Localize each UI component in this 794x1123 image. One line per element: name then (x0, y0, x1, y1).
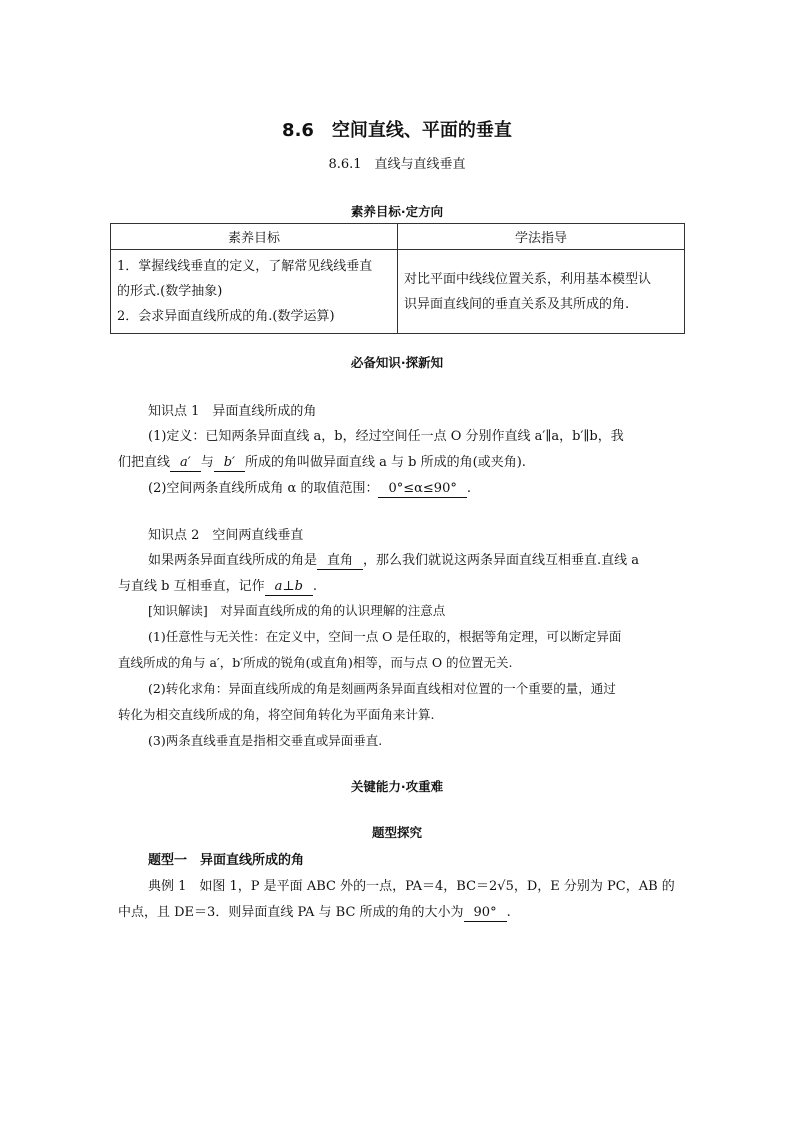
section-subheading-types: 题型探究 (371, 825, 422, 840)
guidance-line: 对比平面中线线位置关系，利用基本模型认 (404, 271, 652, 287)
goal-line: 2．会求异面直线所成的角.(数学运算) (117, 309, 335, 324)
answer-blank: 90° (464, 905, 507, 922)
answer-blank: 直角 (317, 553, 363, 570)
section-heading-abilities: 关键能力·攻重难 (350, 779, 444, 794)
goals-table (110, 223, 685, 334)
table-header-row (111, 224, 685, 250)
table-row (111, 250, 685, 334)
section-heading-knowledge: 必备知识·探新知 (350, 355, 444, 370)
table-header-guidance: 学法指导 (398, 224, 685, 250)
kp2-line-1: 如果两条异面直线所成的角是 直角 ，那么我们就说这两条异面直线互相垂直.直线 a (148, 553, 640, 568)
guidance-line: 识异面直线间的垂直关系及其所成的角. (404, 296, 630, 312)
kp1-definition-line-2: 们把直线 a′ 与 b′ 所成的角叫做异面直线 a 与 b 所成的角(或夹角). (118, 455, 526, 470)
knowledge-point-1-title: 知识点 1 异面直线所成的角 (148, 404, 317, 419)
table-cell-goals (111, 250, 398, 334)
interpretation-p1-line-1: (1)任意性与无关性：在定义中，空间一点 O 是任取的，根据等角定理，可以断定异面 (148, 629, 622, 644)
page-subtitle: 8.6.1 直线与直线垂直 (328, 157, 466, 172)
interpretation-p1-line-2: 直线所成的角与 a′，b′所成的锐角(或直角)相等，而与点 O 的位置无关. (118, 655, 513, 670)
table-cell-guidance (398, 250, 685, 334)
interpretation-p2-line-2: 转化为相交直线所成的角，将空间角转化为平面角来计算. (118, 707, 435, 722)
kp1-definition-line-1: (1)定义：已知两条异面直线 a，b，经过空间任一点 O 分别作直线 a′∥a，b′∥b，我 (148, 429, 624, 444)
answer-blank: 0°≤α≤90° (378, 481, 466, 498)
example-1-line-1: 典例 1 如图 1，P 是平面 ABC 外的一点，PA＝4，BC＝2√5，D，E 分别为 PC，AB 的 (148, 879, 675, 894)
example-1-line-2: 中点，且 DE＝3．则异面直线 PA 与 BC 所成的角的大小为 90° . (118, 905, 511, 920)
knowledge-point-2-title: 知识点 2 空间两直线垂直 (148, 528, 304, 543)
answer-blank: a′ (170, 455, 201, 472)
interpretation-p2-line-1: (2)转化求角：异面直线所成的角是刻画两条异面直线相对位置的一个重要的量，通过 (148, 681, 616, 696)
goal-line: 1．掌握线线垂直的定义，了解常见线线垂直 (117, 259, 373, 274)
answer-blank: b′ (214, 455, 245, 472)
section-heading-goals: 素养目标·定方向 (350, 204, 444, 219)
table-header-goals: 素养目标 (111, 224, 398, 250)
interpretation-p3-line-1: (3)两条直线垂直是指相交垂直或异面垂直. (148, 733, 383, 748)
kp2-line-2: 与直线 b 互相垂直，记作 a⊥b . (118, 579, 318, 594)
kp1-range-line: (2)空间两条直线所成角 α 的取值范围： 0°≤α≤90° . (148, 481, 471, 496)
goal-line: 的形式.(数学抽象) (117, 284, 223, 299)
interpretation-title: [知识解读] 对异面直线所成的角的认识理解的注意点 (148, 603, 446, 618)
answer-blank: a⊥b (265, 579, 313, 596)
type-1-title: 题型一 异面直线所成的角 (148, 853, 305, 868)
page-title: 8.6 空间直线、平面的垂直 (282, 120, 512, 141)
